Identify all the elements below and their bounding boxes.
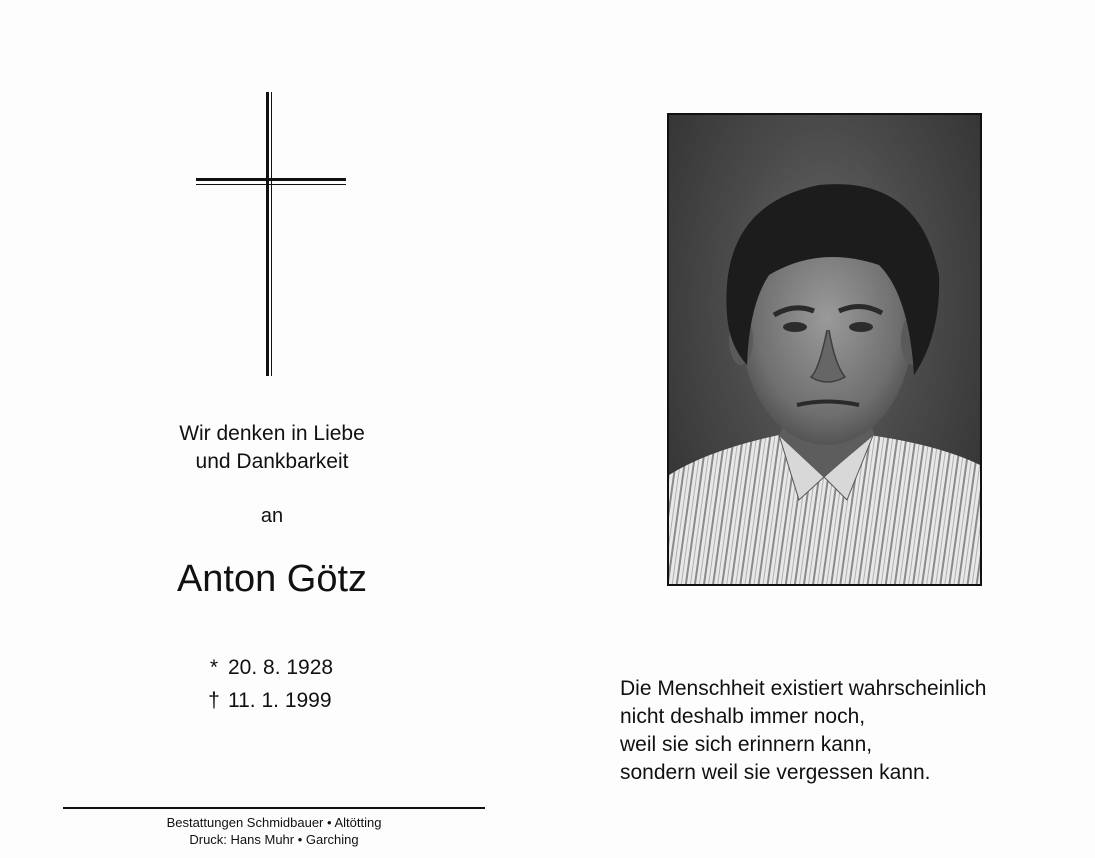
remembrance-line-2: und Dankbarkeit (195, 450, 349, 473)
birth-row (200, 651, 333, 684)
portrait-photo (667, 113, 982, 586)
footer-line-1: Bestattungen Schmidbauer • Altötting (166, 815, 382, 830)
quote-line-4: sondern weil sie vergessen kann. (620, 761, 931, 784)
death-date: 11. 1. 1999 (228, 689, 332, 712)
quote-line-3: weil sie sich erinnern kann, (620, 733, 873, 756)
portrait-illustration (669, 115, 980, 584)
life-dates (200, 651, 333, 717)
death-row (200, 684, 333, 717)
remembrance-text (122, 420, 422, 476)
birth-symbol: * (209, 656, 219, 679)
connector-text: an (260, 505, 284, 527)
deceased-name: Anton Götz (176, 558, 368, 600)
footer-line-2: Druck: Hans Muhr • Garching (189, 832, 359, 847)
memorial-quote (620, 675, 987, 787)
death-symbol: † (208, 689, 220, 712)
cross-icon (196, 92, 346, 376)
quote-line-1: Die Menschheit existiert wahrscheinlich (620, 677, 987, 700)
quote-line-2: nicht deshalb immer noch, (620, 705, 866, 728)
remembrance-line-1: Wir denken in Liebe (179, 422, 365, 445)
birth-date: 20. 8. 1928 (228, 656, 334, 679)
printer-footer (63, 814, 485, 848)
footer-divider (63, 807, 485, 809)
